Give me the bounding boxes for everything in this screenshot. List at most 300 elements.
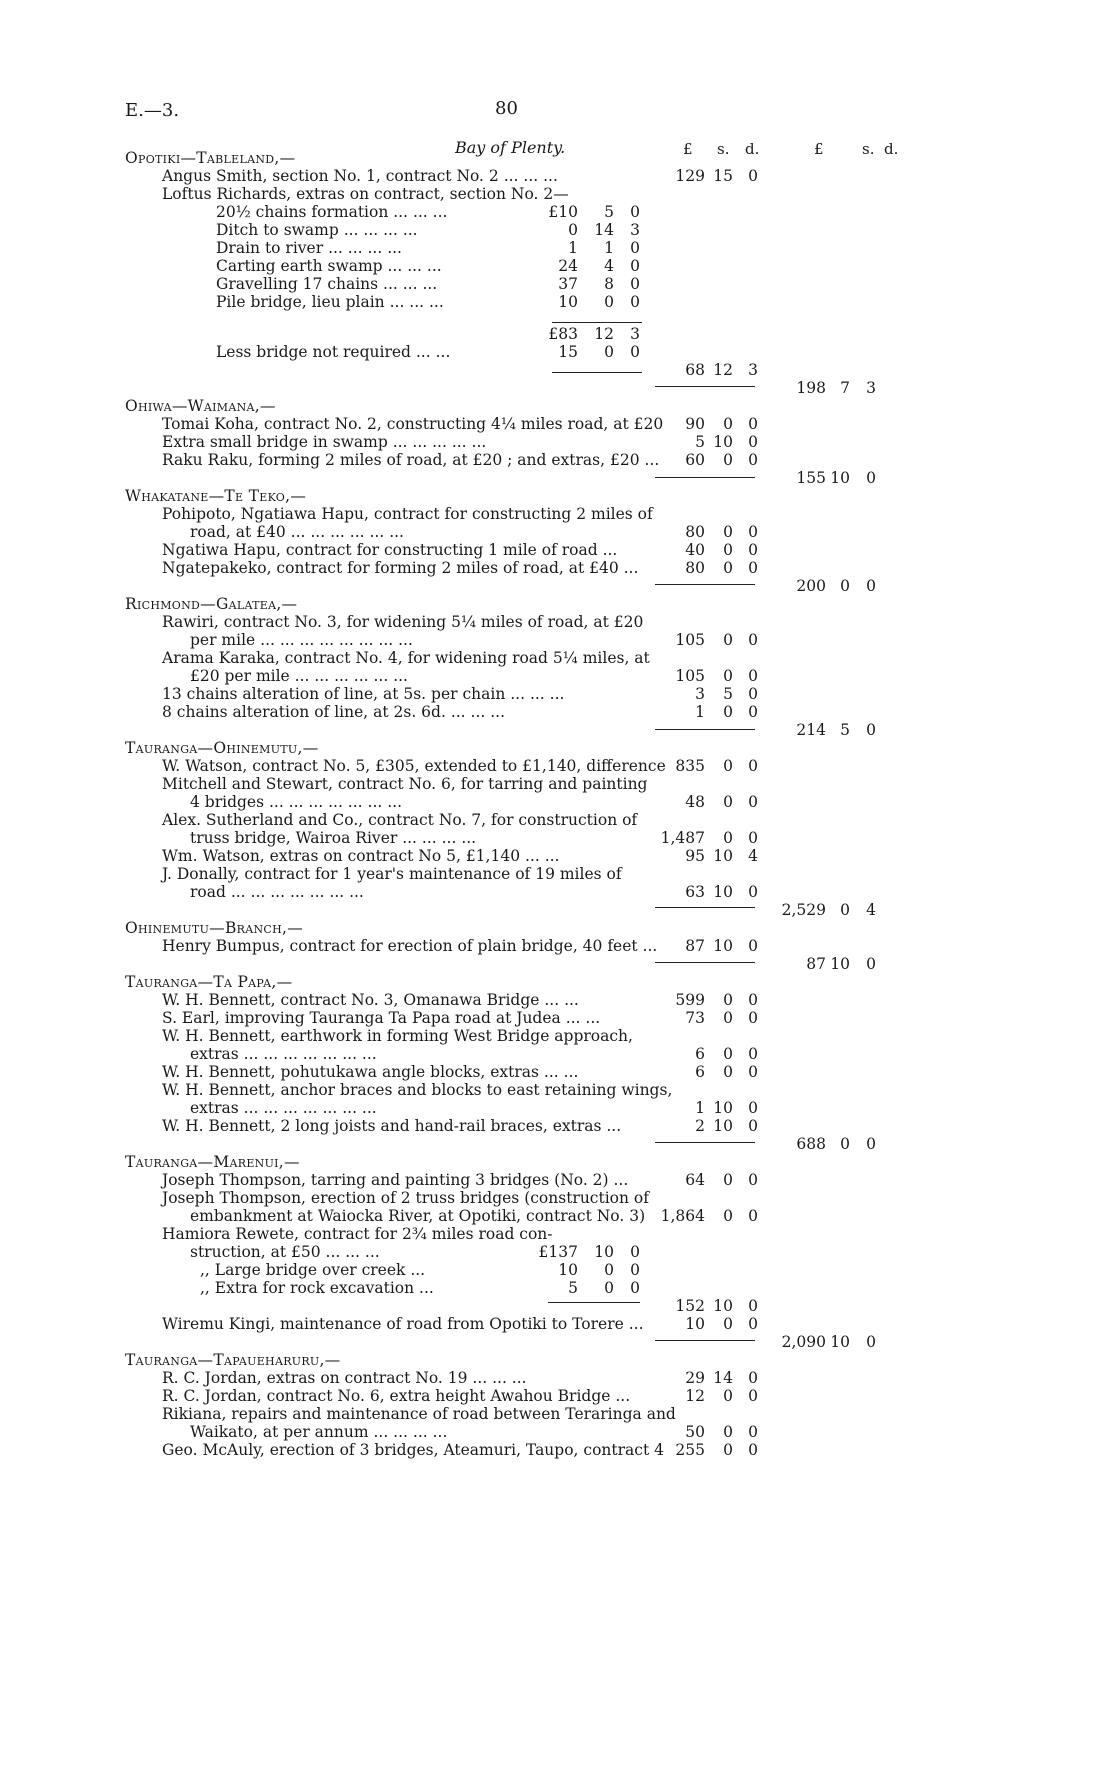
ledger-line [0,379,1114,398]
amount-shillings: 5 [723,685,733,703]
line-text: Joseph Thompson, tarring and painting 3 bridges (No. 2) ... [162,1171,629,1189]
ledger-line [0,577,1114,596]
amount-pounds: 1 [695,703,705,721]
line-text: W. H. Bennett, anchor braces and blocks to east retaining wings, [162,1081,673,1099]
ledger-line [0,1441,1114,1460]
amount-pounds: 688 [796,1135,826,1153]
col-head-shillings-1: s. [717,140,730,158]
amount-pounds: 1 [695,1099,705,1117]
section-total-rule [655,962,755,963]
line-text: Tomai Koha, contract No. 2, constructing 4¼ miles road, at £20 [162,415,664,433]
amount-shillings: 0 [723,559,733,577]
amount-shillings: 7 [840,379,850,397]
ledger-line [0,685,1114,704]
ledger-line [0,667,1114,686]
amount-pounds: 5 [695,433,705,451]
ledger-line [0,1261,1114,1280]
amount-pounds: 5 [568,1279,578,1297]
amount-pence: 0 [748,631,758,649]
amount-shillings: 0 [723,667,733,685]
line-text: Wm. Watson, extras on contract No 5, £1,140 ... ... [162,847,560,865]
line-text: W. H. Bennett, 2 long joists and hand-rail braces, extras ... [162,1117,622,1135]
amount-shillings: 10 [713,1099,733,1117]
amount-shillings: 10 [713,937,733,955]
line-text: Angus Smith, section No. 1, contract No. 2 ... ... ... [162,167,558,185]
amount-pounds: 2,529 [781,901,826,919]
line-text: Rikiana, repairs and maintenance of road between Teraringa and [162,1405,676,1423]
section-heading [0,149,1114,168]
amount-shillings: 0 [723,1207,733,1225]
amount-pence: 3 [630,221,640,239]
amount-pounds: 2,090 [781,1333,826,1351]
ledger-line [0,1189,1114,1208]
section-title: Tauranga—Tapaueharuru,— [125,1351,341,1369]
section-heading [0,919,1114,938]
line-text: Joseph Thompson, erection of 2 truss bridges (construction of [162,1189,649,1207]
amount-pence: 0 [866,577,876,595]
amount-pounds: 1,864 [660,1207,705,1225]
ledger-line [0,937,1114,956]
section-total-rule [655,477,755,478]
ledger-line [0,275,1114,294]
amount-pounds: 599 [675,991,705,1009]
ledger-line [0,505,1114,524]
amount-shillings: 0 [723,541,733,559]
col-head-pounds-2: £ [814,140,824,158]
ledger-line [0,1405,1114,1424]
amount-shillings: 0 [723,1423,733,1441]
ledger-line [0,239,1114,258]
section-heading [0,1351,1114,1370]
ledger-line [0,1423,1114,1442]
section-title: Tauranga—Ohinemutu,— [125,739,319,757]
section-title: Ohiwa—Waimana,— [125,397,276,415]
amount-pence: 0 [748,1441,758,1459]
ledger-line [0,721,1114,740]
amount-pounds: £137 [538,1243,578,1261]
amount-pence: 0 [748,937,758,955]
line-text: Hamiora Rewete, contract for 2¾ miles road con- [162,1225,553,1243]
amount-pence: 0 [748,1009,758,1027]
section-total-rule [655,729,755,730]
line-text: per mile ... ... ... ... ... ... ... ... [190,631,413,649]
amount-pence: 0 [630,1243,640,1261]
ledger-line [0,1045,1114,1064]
line-text: Pile bridge, lieu plain ... ... ... [216,293,444,311]
ledger-line [0,541,1114,560]
amount-pence: 0 [748,1297,758,1315]
ledger-line [0,185,1114,204]
amount-pounds: 835 [675,757,705,775]
amount-pounds: 37 [558,275,578,293]
amount-shillings: 0 [604,293,614,311]
amount-pounds: 15 [558,343,578,361]
amount-shillings: 14 [713,1369,733,1387]
ledger-line [0,757,1114,776]
line-text: W. H. Bennett, earthwork in forming West Bridge approach, [162,1027,633,1045]
ledger-line [0,559,1114,578]
line-text: W. Watson, contract No. 5, £305, extended to £1,140, difference [162,757,666,775]
amount-pounds: £83 [548,325,578,343]
line-text: S. Earl, improving Tauranga Ta Papa road at Judea ... ... [162,1009,601,1027]
section-heading [0,487,1114,506]
line-text: W. H. Bennett, contract No. 3, Omanawa Bridge ... ... [162,991,579,1009]
amount-pence: 0 [748,1207,758,1225]
ledger-line [0,1135,1114,1154]
amount-pounds: 129 [675,167,705,185]
amount-pence: 0 [748,991,758,1009]
amount-shillings: 5 [840,721,850,739]
amount-pounds: 10 [558,293,578,311]
line-text: Loftus Richards, extras on contract, section No. 2— [162,185,569,203]
ledger-line [0,1225,1114,1244]
amount-pence: 0 [748,523,758,541]
ledger-line [0,203,1114,222]
ledger-line [0,415,1114,434]
ledger-line [0,775,1114,794]
line-text: Rawiri, contract No. 3, for widening 5¼ miles of road, at £20 [162,613,644,631]
amount-shillings: 10 [594,1243,614,1261]
line-text: Ngatiwa Hapu, contract for constructing 1 mile of road ... [162,541,618,559]
amount-pence: 0 [748,1387,758,1405]
amount-pence: 4 [866,901,876,919]
amount-shillings: 0 [723,415,733,433]
line-text: W. H. Bennett, pohutukawa angle blocks, extras ... ... [162,1063,579,1081]
amount-pence: 0 [866,721,876,739]
amount-pence: 0 [748,757,758,775]
amount-pounds: 152 [675,1297,705,1315]
col-head-pounds-1: £ [683,140,693,158]
line-text: extras ... ... ... ... ... ... ... [190,1099,377,1117]
line-text: Pohipoto, Ngatiawa Hapu, contract for constructing 2 miles of [162,505,653,523]
amount-pence: 0 [748,167,758,185]
section-title: Tauranga—Marenui,— [125,1153,300,1171]
amount-pounds: 255 [675,1441,705,1459]
ledger-line [0,865,1114,884]
amount-pence: 0 [748,1423,758,1441]
amount-pounds: 68 [685,361,705,379]
section-heading [0,973,1114,992]
ledger-line [0,1297,1114,1316]
amount-pence: 3 [630,325,640,343]
amount-pounds: 155 [796,469,826,487]
line-text: Arama Karaka, contract No. 4, for widening road 5¼ miles, at [162,649,650,667]
line-text: 8 chains alteration of line, at 2s. 6d. ... ... ... [162,703,506,721]
ledger-line [0,257,1114,276]
amount-pence: 0 [748,1063,758,1081]
amount-pounds: 90 [685,415,705,433]
line-text: embankment at Waiocka River, at Opotiki, contract No. 3) [190,1207,646,1225]
line-text: road ... ... ... ... ... ... ... [190,883,364,901]
amount-shillings: 0 [840,1135,850,1153]
amount-pence: 0 [630,275,640,293]
amount-pounds: 95 [685,847,705,865]
ledger-line [0,991,1114,1010]
amount-shillings: 0 [604,1261,614,1279]
amount-shillings: 10 [713,847,733,865]
ledger-line [0,1081,1114,1100]
amount-shillings: 0 [604,343,614,361]
ledger-line [0,829,1114,848]
line-text: Ngatepakeko, contract for forming 2 miles of road, at £40 ... [162,559,639,577]
amount-shillings: 0 [723,631,733,649]
amount-shillings: 0 [723,1441,733,1459]
amount-pence: 0 [748,793,758,811]
amount-pence: 0 [748,541,758,559]
line-text: Wiremu Kingi, maintenance of road from Opotiki to Torere ... [162,1315,644,1333]
amount-pounds: 64 [685,1171,705,1189]
amount-pounds: 40 [685,541,705,559]
amount-pounds: 73 [685,1009,705,1027]
ledger-line [0,703,1114,722]
line-text: 4 bridges ... ... ... ... ... ... ... [190,793,403,811]
amount-pounds: 105 [675,631,705,649]
amount-pence: 0 [748,1099,758,1117]
ledger-line [0,1117,1114,1136]
amount-pence: 0 [630,293,640,311]
line-text: Alex. Sutherland and Co., contract No. 7, for construction of [162,811,638,829]
ledger-line [0,811,1114,830]
section-total-rule [655,1340,755,1341]
section-title: Ohinemutu—Branch,— [125,919,304,937]
col-head-pence-1: d. [745,140,760,158]
ledger-line [0,883,1114,902]
amount-pence: 0 [630,239,640,257]
section-title: Tauranga—Ta Papa,— [125,973,293,991]
amount-shillings: 0 [723,1171,733,1189]
line-text: Drain to river ... ... ... ... [216,239,402,257]
amount-shillings: 8 [604,275,614,293]
amount-shillings: 10 [830,469,850,487]
ledger-line [0,1243,1114,1262]
amount-pounds: 200 [796,577,826,595]
subtotal-rule [552,322,642,323]
line-text: road, at £40 ... ... ... ... ... ... [190,523,404,541]
line-text: Mitchell and Stewart, contract No. 6, for tarring and painting [162,775,648,793]
amount-pence: 0 [748,1117,758,1135]
amount-pence: 3 [866,379,876,397]
amount-pounds: 0 [568,221,578,239]
line-text: truss bridge, Wairoa River ... ... ... ... [190,829,477,847]
amount-pence: 0 [630,203,640,221]
section-total-rule [655,584,755,585]
section-title: Richmond—Galatea,— [125,595,298,613]
amount-shillings: 0 [840,577,850,595]
amount-shillings: 0 [723,991,733,1009]
line-text: struction, at £50 ... ... ... [190,1243,380,1261]
amount-shillings: 15 [713,167,733,185]
amount-pence: 0 [630,1279,640,1297]
amount-pence: 0 [866,1135,876,1153]
line-text: Ditch to swamp ... ... ... ... [216,221,418,239]
ledger-line [0,293,1114,312]
amount-shillings: 10 [713,433,733,451]
region-subtitle: Bay of Plenty. [455,138,566,157]
amount-pence: 0 [748,433,758,451]
amount-pence: 0 [866,469,876,487]
amount-pounds: 10 [558,1261,578,1279]
amount-pounds: 198 [796,379,826,397]
amount-pounds: 60 [685,451,705,469]
ledger-line [0,469,1114,488]
amount-shillings: 12 [713,361,733,379]
amount-pence: 0 [748,829,758,847]
amount-pounds: 10 [685,1315,705,1333]
amount-pounds: 105 [675,667,705,685]
amount-pounds: 6 [695,1045,705,1063]
amount-shillings: 0 [723,1315,733,1333]
amount-shillings: 4 [604,257,614,275]
amount-pence: 0 [748,883,758,901]
amount-shillings: 5 [604,203,614,221]
amount-shillings: 10 [713,883,733,901]
subtotal-rule [548,1302,640,1303]
ledger-line [0,1315,1114,1334]
amount-pence: 3 [748,361,758,379]
amount-pence: 0 [748,1045,758,1063]
amount-pence: 0 [748,1369,758,1387]
amount-pence: 0 [748,1171,758,1189]
section-total-rule [655,386,755,387]
section-heading [0,397,1114,416]
ledger-line [0,1171,1114,1190]
line-text: extras ... ... ... ... ... ... ... [190,1045,377,1063]
amount-shillings: 0 [723,703,733,721]
amount-shillings: 0 [723,1009,733,1027]
ledger-line [0,1099,1114,1118]
ledger-line [0,523,1114,542]
line-text: £20 per mile ... ... ... ... ... ... [190,667,408,685]
section-heading [0,1153,1114,1172]
line-text: J. Donally, contract for 1 year's maintenance of 19 miles of [162,865,622,883]
section-total-rule [655,907,755,908]
ledger-line [0,649,1114,668]
section-title: Whakatane—Te Teko,— [125,487,307,505]
amount-pounds: 63 [685,883,705,901]
line-text: R. C. Jordan, extras on contract No. 19 ... ... ... [162,1369,527,1387]
amount-shillings: 0 [604,1279,614,1297]
ledger-line [0,1009,1114,1028]
amount-pence: 0 [748,415,758,433]
amount-pounds: 12 [685,1387,705,1405]
line-text: Less bridge not required ... ... [216,343,451,361]
ledger-line [0,1027,1114,1046]
page-number: 80 [495,98,518,119]
amount-shillings: 10 [713,1297,733,1315]
line-text: Geo. McAuly, erection of 3 bridges, Ateamuri, Taupo, contract 4 [162,1441,664,1459]
amount-shillings: 10 [830,1333,850,1351]
amount-pence: 0 [630,1261,640,1279]
amount-pounds: 24 [558,257,578,275]
ledger-line [0,631,1114,650]
amount-pounds: 50 [685,1423,705,1441]
line-text: Henry Bumpus, contract for erection of plain bridge, 40 feet ... [162,937,658,955]
ledger-line [0,1207,1114,1226]
amount-pounds: 80 [685,523,705,541]
section-total-rule [655,1142,755,1143]
amount-shillings: 0 [723,1387,733,1405]
amount-shillings: 0 [723,1045,733,1063]
amount-shillings: 10 [713,1117,733,1135]
amount-pounds: 87 [806,955,826,973]
amount-shillings: 10 [830,955,850,973]
line-text: Carting earth swamp ... ... ... [216,257,442,275]
amount-pence: 0 [866,955,876,973]
col-head-pence-2: d. [884,140,899,158]
amount-pence: 0 [748,559,758,577]
amount-pounds: 2 [695,1117,705,1135]
ledger-line [0,1387,1114,1406]
amount-pence: 0 [748,451,758,469]
ledger-line [0,793,1114,812]
line-text: Raku Raku, forming 2 miles of road, at £20 ; and extras, £20 ... [162,451,660,469]
amount-shillings: 0 [723,1063,733,1081]
amount-pence: 0 [748,667,758,685]
subtotal-rule [552,372,642,373]
amount-shillings: 0 [840,901,850,919]
amount-shillings: 0 [723,793,733,811]
line-text: ,, Extra for rock excavation ... [200,1279,434,1297]
amount-shillings: 14 [594,221,614,239]
ledger-line [0,1333,1114,1352]
col-head-shillings-2: s. [862,140,875,158]
ledger-line [0,361,1114,380]
amount-pounds: 87 [685,937,705,955]
amount-pence: 0 [748,703,758,721]
amount-pounds: 48 [685,793,705,811]
amount-shillings: 0 [723,523,733,541]
amount-shillings: 0 [723,757,733,775]
ledger-line [0,167,1114,186]
amount-pence: 0 [630,343,640,361]
ledger-line [0,343,1114,362]
amount-pence: 4 [748,847,758,865]
ledger-line [0,451,1114,470]
line-text: R. C. Jordan, contract No. 6, extra height Awahou Bridge ... [162,1387,631,1405]
ledger-line [0,1063,1114,1082]
amount-pounds: 29 [685,1369,705,1387]
ledger-line [0,847,1114,866]
ledger-line [0,325,1114,344]
amount-pence: 0 [748,1315,758,1333]
line-text: 13 chains alteration of line, at 5s. per chain ... ... ... [162,685,565,703]
ledger-line [0,901,1114,920]
ledger-line [0,433,1114,452]
amount-pounds: 1,487 [660,829,705,847]
amount-pounds: 1 [568,239,578,257]
line-text: 20½ chains formation ... ... ... [216,203,448,221]
amount-pence: 0 [630,257,640,275]
section-heading [0,595,1114,614]
amount-pounds: 80 [685,559,705,577]
ledger-line [0,221,1114,240]
line-text: ,, Large bridge over creek ... [200,1261,426,1279]
amount-shillings: 0 [723,829,733,847]
amount-shillings: 12 [594,325,614,343]
amount-pence: 0 [866,1333,876,1351]
ledger-line [0,955,1114,974]
amount-shillings: 0 [723,451,733,469]
amount-shillings: 1 [604,239,614,257]
ledger-line [0,1279,1114,1298]
line-text: Waikato, at per annum ... ... ... ... [190,1423,448,1441]
amount-pounds: 214 [796,721,826,739]
amount-pounds: 3 [695,685,705,703]
amount-pounds: 6 [695,1063,705,1081]
amount-pence: 0 [748,685,758,703]
report-code: E.—3. [125,100,180,121]
amount-pounds: £10 [548,203,578,221]
